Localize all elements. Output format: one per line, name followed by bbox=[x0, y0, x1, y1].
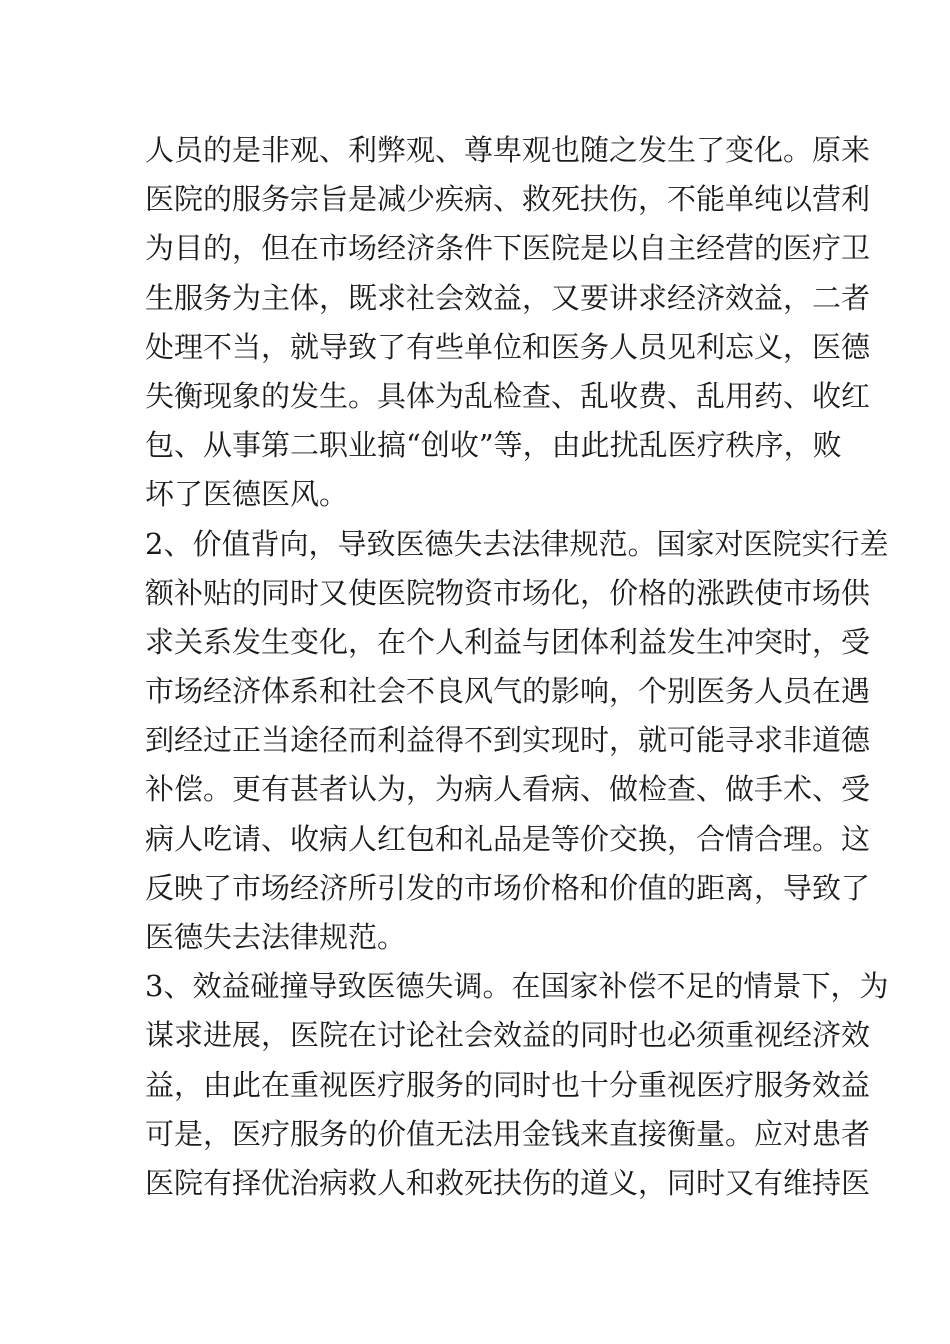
text-line-13: 到经过正当途径而利益得不到实现时，就可能寻求非道德 bbox=[145, 723, 871, 758]
text-line-21: 可是，医疗服务的价值无法用金钱来直接衡量。应对患者 bbox=[145, 1116, 871, 1151]
text-line-11: 求关系发生变化，在个人利益与团体利益发生冲突时，受 bbox=[145, 624, 871, 659]
text-line-18: 3、效益碰撞导致医德失调。在国家补偿不足的情景下，为 bbox=[145, 969, 889, 1004]
document-body-text bbox=[145, 126, 889, 1208]
text-line-8: 坏了医德医风。 bbox=[145, 477, 349, 512]
text-line-3: 为目的，但在市场经济条件下医院是以自主经营的医疗卫 bbox=[145, 231, 871, 266]
text-line-6: 失衡现象的发生。具体为乱检查、乱收费、乱用药、收红 bbox=[145, 378, 871, 413]
text-line-20: 益，由此在重视医疗服务的同时也十分重视医疗服务效益 bbox=[145, 1067, 871, 1102]
text-line-16: 反映了市场经济所引发的市场价格和价值的距离，导致了 bbox=[145, 870, 871, 905]
text-line-10: 额补贴的同时又使医院物资市场化，价格的涨跌使市场供 bbox=[145, 575, 871, 610]
text-line-4: 生服务为主体，既求社会效益，又要讲求经济效益，二者 bbox=[145, 280, 871, 315]
text-line-17: 医德失去法律规范。 bbox=[145, 920, 407, 954]
text-line-22: 医院有择优治病救人和救死扶伤的道义，同时又有维持医 bbox=[145, 1165, 871, 1200]
text-line-7: 包、从事第二职业搞“创收”等，由此扰乱医疗秩序，败 bbox=[145, 428, 842, 463]
text-line-1: 人员的是非观、利弊观、尊卑观也随之发生了变化。原来 bbox=[145, 133, 871, 167]
text-line-2: 医院的服务宗旨是减少疾病、救死扶伤，不能单纯以营利 bbox=[145, 182, 871, 217]
text-line-15: 病人吃请、收病人红包和礼品是等价交换，合情合理。这 bbox=[145, 821, 871, 856]
text-line-5: 处理不当，就导致了有些单位和医务人员见利忘义，医德 bbox=[145, 329, 871, 364]
text-line-19: 谋求进展，医院在讨论社会效益的同时也必须重视经济效 bbox=[145, 1018, 871, 1053]
text-line-12: 市场经济体系和社会不良风气的影响，个别医务人员在遇 bbox=[145, 674, 871, 709]
text-line-9: 2、价值背向，导致医德失去法律规范。国家对医院实行差 bbox=[145, 526, 889, 561]
text-line-14: 补偿。更有甚者认为，为病人看病、做检查、做手术、受 bbox=[145, 772, 871, 807]
